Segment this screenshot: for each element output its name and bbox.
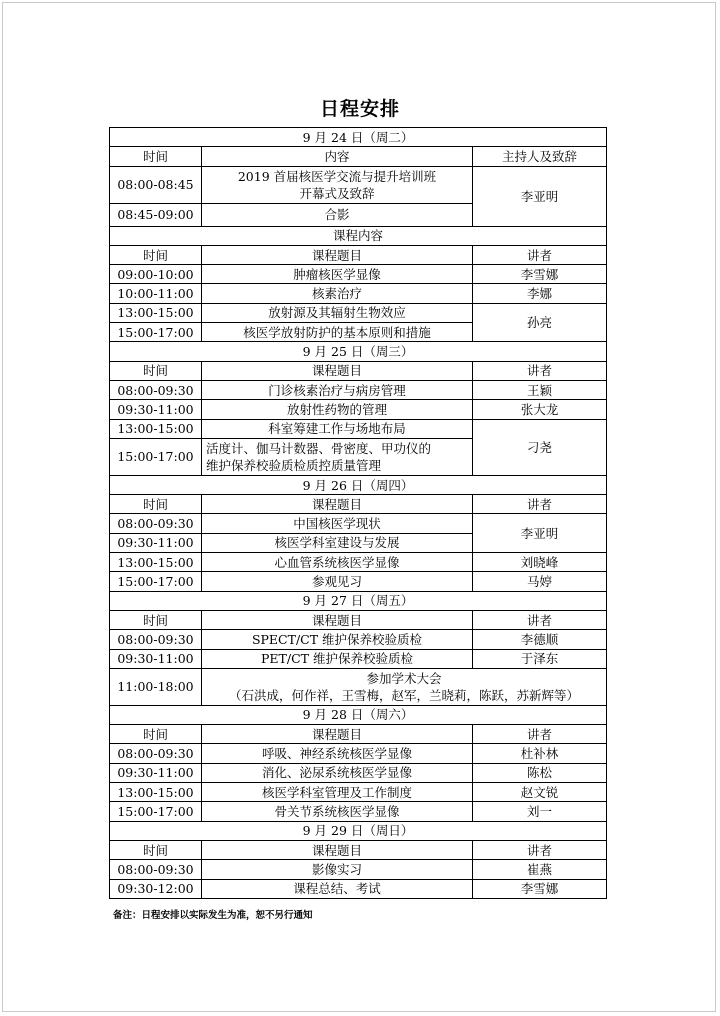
- speaker-cell: 赵文锐: [473, 783, 607, 802]
- column-header-row: [110, 245, 607, 264]
- section-title: 课程内容: [110, 226, 607, 245]
- table-row: [110, 284, 607, 303]
- topic-cell: 心血管系统核医学显像: [202, 553, 473, 572]
- column-header-row: [110, 610, 607, 629]
- topic-cell: 中国核医学现状: [202, 514, 473, 533]
- content-cell: [202, 166, 473, 203]
- table-row: [110, 763, 607, 782]
- topic-cell: 核医学科室建设与发展: [202, 533, 473, 552]
- speaker-cell: 崔燕: [473, 860, 607, 879]
- column-header-time: 时间: [110, 361, 202, 380]
- day-header-row: [110, 475, 607, 494]
- table-row: [110, 744, 607, 763]
- column-header-row: [110, 495, 607, 514]
- topic-cell: 骨关节系统核医学显像: [202, 802, 473, 821]
- column-header-topic: 课程题目: [202, 840, 473, 859]
- time-cell: 08:00-09:30: [110, 514, 202, 533]
- schedule-table: [109, 127, 607, 899]
- content-line: 开幕式及致辞: [299, 185, 375, 201]
- day-header-row: [110, 342, 607, 361]
- table-row: [110, 400, 607, 419]
- table-row: [110, 303, 607, 322]
- topic-cell: 放射源及其辐射生物效应: [202, 303, 473, 322]
- day-header-row: [110, 821, 607, 840]
- speaker-cell: 马婷: [473, 572, 607, 591]
- column-header-content: 内容: [202, 147, 473, 166]
- section-header-row: [110, 226, 607, 245]
- topic-cell: 消化、泌尿系统核医学显像: [202, 763, 473, 782]
- speaker-cell: 于泽东: [473, 649, 607, 668]
- table-row: [110, 630, 607, 649]
- table-row: [110, 265, 607, 284]
- table-row: [110, 572, 607, 591]
- speaker-cell: 李德顺: [473, 630, 607, 649]
- topic-cell: 放射性药物的管理: [202, 400, 473, 419]
- column-header-time: 时间: [110, 610, 202, 629]
- speaker-cell: 刘一: [473, 802, 607, 821]
- topic-cell: 影像实习: [202, 860, 473, 879]
- topic-cell: 核素治疗: [202, 284, 473, 303]
- topic-cell: 课程总结、考试: [202, 879, 473, 898]
- topic-line: 活度计、伽马计数器、骨密度、甲功仪的: [206, 440, 432, 456]
- column-header-row: [110, 840, 607, 859]
- topic-cell: 科室筹建工作与场地布局: [202, 419, 473, 438]
- topic-cell: 肿瘤核医学显像: [202, 265, 473, 284]
- time-cell: 08:00-09:30: [110, 744, 202, 763]
- topic-line: 参加学术大会: [366, 670, 442, 686]
- time-cell: 15:00-17:00: [110, 323, 202, 342]
- column-header-time: 时间: [110, 495, 202, 514]
- table-row: [110, 649, 607, 668]
- topic-cell: 参观见习: [202, 572, 473, 591]
- content-cell: 合影: [202, 203, 473, 226]
- table-row: [110, 380, 607, 399]
- host-cell: 李亚明: [473, 166, 607, 226]
- day-date: 9 月 28 日（周六）: [110, 705, 607, 724]
- topic-line: 维护保养校验质检质控质量管理: [206, 457, 382, 473]
- column-header-speaker: 讲者: [473, 840, 607, 859]
- column-header-host: 主持人及致辞: [473, 147, 607, 166]
- topic-cell: 门诊核素治疗与病房管理: [202, 380, 473, 399]
- speaker-cell: 刁尧: [473, 419, 607, 475]
- topic-cell: [202, 438, 473, 475]
- speaker-cell: 李娜: [473, 284, 607, 303]
- time-cell: 08:00-09:30: [110, 630, 202, 649]
- time-cell: 09:00-10:00: [110, 265, 202, 284]
- topic-cell: PET/CT 维护保养校验质检: [202, 649, 473, 668]
- footnote: 备注：日程安排以实际发生为准，恕不另行通知: [113, 910, 313, 921]
- column-header-speaker: 讲者: [473, 245, 607, 264]
- column-header-topic: 课程题目: [202, 495, 473, 514]
- day-date: 9 月 24 日（周二）: [110, 128, 607, 147]
- column-header-time: 时间: [110, 725, 202, 744]
- content-line: 2019 首届核医学交流与提升培训班: [237, 168, 437, 184]
- time-cell: 13:00-15:00: [110, 419, 202, 438]
- time-cell: 08:00-09:30: [110, 860, 202, 879]
- topic-cell: SPECT/CT 维护保养校验质检: [202, 630, 473, 649]
- table-row: [110, 783, 607, 802]
- time-cell: 15:00-17:00: [110, 572, 202, 591]
- time-cell: 09:30-11:00: [110, 533, 202, 552]
- speaker-cell: 刘晓峰: [473, 553, 607, 572]
- speaker-cell: 张大龙: [473, 400, 607, 419]
- topic-cell: 核医学放射防护的基本原则和措施: [202, 323, 473, 342]
- table-row: [110, 879, 607, 898]
- column-header-topic: 课程题目: [202, 361, 473, 380]
- time-cell: 13:00-15:00: [110, 303, 202, 322]
- column-header-time: 时间: [110, 840, 202, 859]
- column-header-row: [110, 361, 607, 380]
- time-cell: 08:00-08:45: [110, 166, 202, 203]
- time-cell: 09:30-11:00: [110, 649, 202, 668]
- day-header-row: [110, 705, 607, 724]
- day-date: 9 月 26 日（周四）: [110, 475, 607, 494]
- speaker-cell: 李亚明: [473, 514, 607, 553]
- day-date: 9 月 29 日（周日）: [110, 821, 607, 840]
- time-cell: 11:00-18:00: [110, 668, 202, 705]
- time-cell: 13:00-15:00: [110, 783, 202, 802]
- day-header-row: [110, 128, 607, 147]
- topic-cell: 呼吸、神经系统核医学显像: [202, 744, 473, 763]
- table-row: [110, 860, 607, 879]
- time-cell: 10:00-11:00: [110, 284, 202, 303]
- time-cell: 08:45-09:00: [110, 203, 202, 226]
- table-row: [110, 514, 607, 533]
- topic-line: （石洪成，何作祥，王雪梅，赵军，兰晓莉，陈跃，苏新辉等）: [229, 687, 580, 703]
- time-cell: 09:30-11:00: [110, 763, 202, 782]
- table-row: [110, 166, 607, 203]
- speaker-cell: 陈松: [473, 763, 607, 782]
- speaker-cell: 孙亮: [473, 303, 607, 342]
- column-header-time: 时间: [110, 245, 202, 264]
- table-row: [110, 668, 607, 705]
- table-row: [110, 553, 607, 572]
- day-date: 9 月 25 日（周三）: [110, 342, 607, 361]
- time-cell: 09:30-12:00: [110, 879, 202, 898]
- time-cell: 09:30-11:00: [110, 400, 202, 419]
- speaker-cell: 李雪娜: [473, 879, 607, 898]
- topic-cell: [202, 668, 607, 705]
- speaker-cell: 王颖: [473, 380, 607, 399]
- column-header-speaker: 讲者: [473, 495, 607, 514]
- time-cell: 15:00-17:00: [110, 802, 202, 821]
- column-header-speaker: 讲者: [473, 610, 607, 629]
- time-cell: 08:00-09:30: [110, 380, 202, 399]
- time-cell: 15:00-17:00: [110, 438, 202, 475]
- column-header-topic: 课程题目: [202, 610, 473, 629]
- table-row: [110, 419, 607, 438]
- column-header-speaker: 讲者: [473, 725, 607, 744]
- column-header-speaker: 讲者: [473, 361, 607, 380]
- column-header-row: [110, 147, 607, 166]
- speaker-cell: 杜补林: [473, 744, 607, 763]
- day-header-row: [110, 591, 607, 610]
- column-header-row: [110, 725, 607, 744]
- time-cell: 13:00-15:00: [110, 553, 202, 572]
- column-header-time: 时间: [110, 147, 202, 166]
- page-title: 日程安排: [319, 98, 400, 120]
- column-header-topic: 课程题目: [202, 725, 473, 744]
- speaker-cell: 李雪娜: [473, 265, 607, 284]
- day-date: 9 月 27 日（周五）: [110, 591, 607, 610]
- column-header-topic: 课程题目: [202, 245, 473, 264]
- table-row: [110, 802, 607, 821]
- topic-cell: 核医学科室管理及工作制度: [202, 783, 473, 802]
